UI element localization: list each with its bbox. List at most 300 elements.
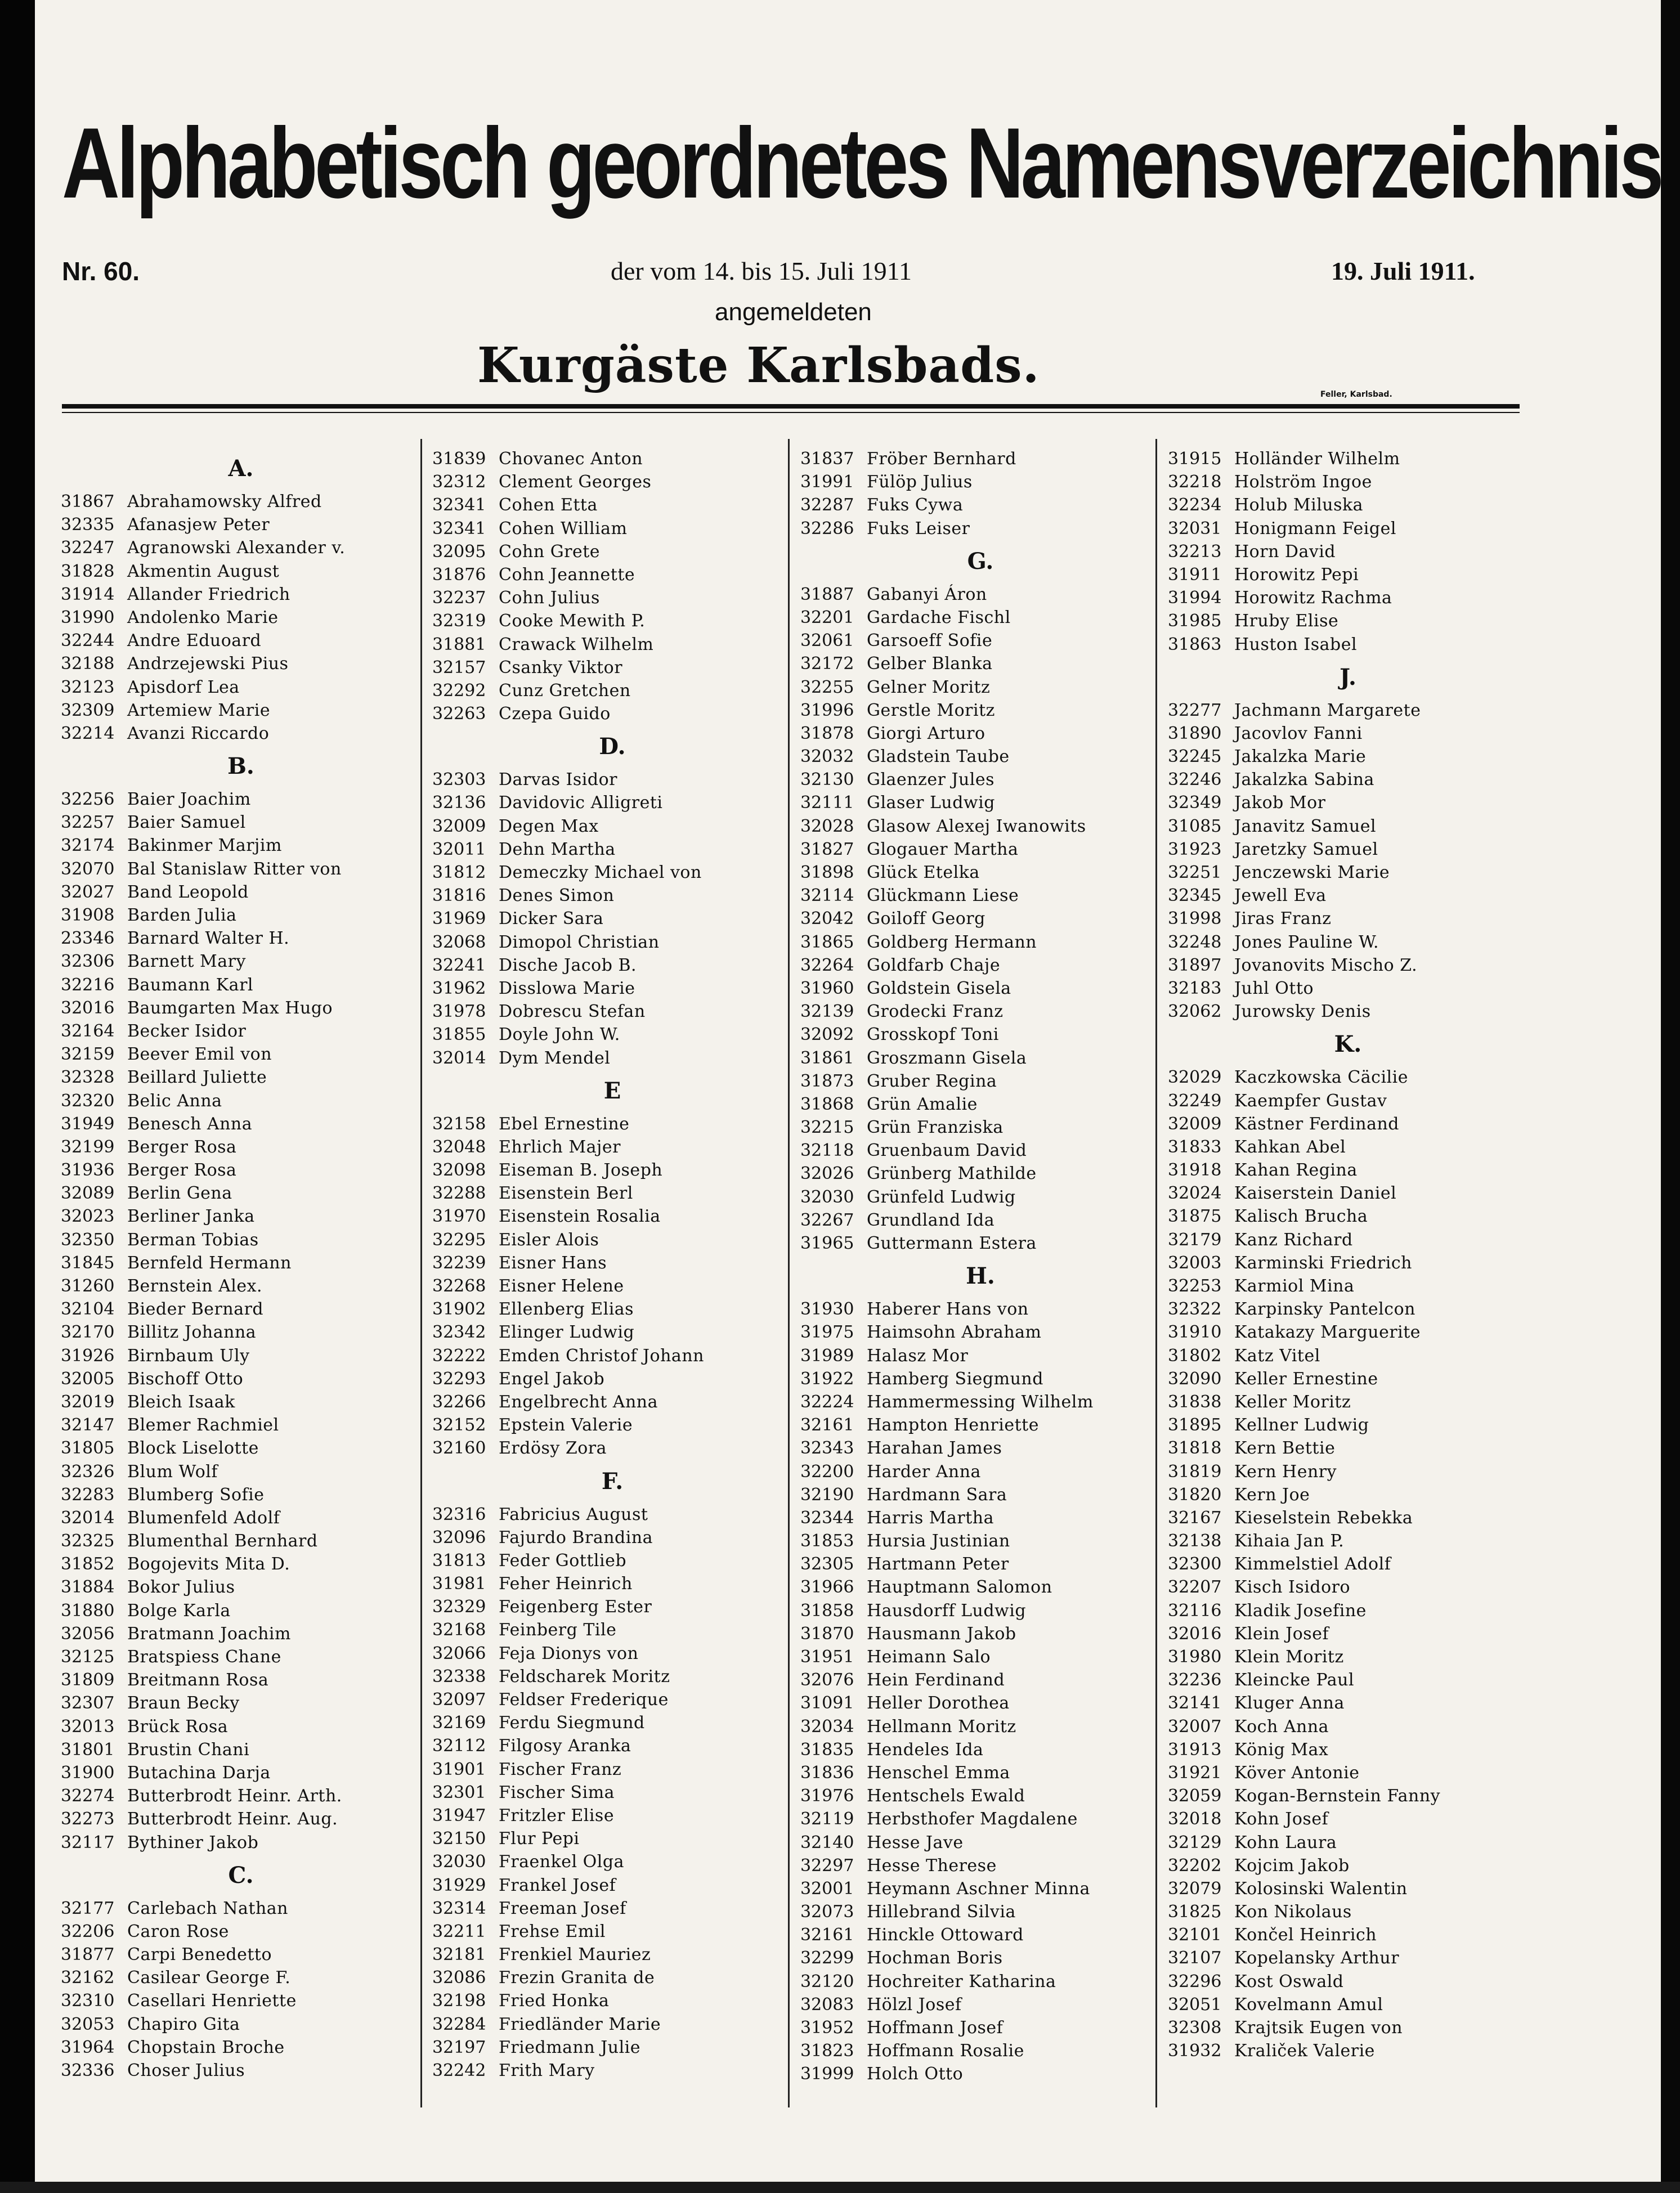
guest-number: 31816 [432, 886, 486, 906]
guest-name: Holström Ingoe [1234, 472, 1372, 492]
guest-entry [1168, 1993, 1528, 2016]
guest-name: Glückmann Liese [867, 886, 1019, 906]
guest-entry [432, 884, 792, 907]
guest-name: Karpinsky Pantelcon [1234, 1299, 1415, 1320]
guest-number: 32307 [61, 1693, 115, 1714]
guest-name: Denes Simon [499, 886, 615, 906]
guest-name: Brück Rosa [127, 1716, 229, 1737]
guest-number: 32083 [800, 1994, 854, 2015]
guest-entry [61, 1506, 421, 1530]
guest-name: Chapiro Gita [127, 2014, 240, 2034]
guest-entry [432, 1503, 792, 1526]
guest-name: Eisner Hans [499, 1253, 607, 1273]
guest-number: 32157 [432, 657, 486, 678]
guest-name: Harder Anna [867, 1461, 981, 1482]
guest-entry [800, 1000, 1161, 1023]
guest-entry [800, 838, 1161, 861]
guest-entry [432, 2059, 792, 2082]
guest-number: 32158 [432, 1114, 486, 1134]
guest-name: Gerstle Moritz [867, 700, 995, 720]
guest-entry [1168, 1645, 1528, 1669]
guest-name: Klein Moritz [1234, 1647, 1344, 1667]
guest-name: Bratspiess Chane [127, 1647, 281, 1667]
guest-name: Kern Joe [1234, 1485, 1310, 1505]
guest-entry [432, 1414, 792, 1437]
guest-entry [61, 1089, 421, 1113]
guest-name: Henschel Emma [867, 1763, 1010, 1783]
guest-name: Keller Ernestine [1234, 1369, 1378, 1389]
guest-name: Janavitz Samuel [1234, 816, 1377, 836]
guest-number: 32245 [1168, 747, 1222, 767]
guest-entry [432, 494, 792, 517]
guest-number: 32266 [432, 1392, 486, 1412]
guest-number: 31991 [800, 472, 854, 492]
guest-number: 31877 [61, 1945, 115, 1965]
guest-name: Bieder Bernard [127, 1299, 264, 1320]
guest-name: Heller Dorothea [867, 1693, 1010, 1714]
guest-name: Hammermessing Wilhelm [867, 1392, 1094, 1412]
guest-name: Heymann Aschner Minna [867, 1878, 1090, 1899]
guest-name: Horowitz Pepi [1234, 564, 1359, 585]
guest-number: 31845 [61, 1253, 115, 1273]
guest-entry [1168, 563, 1528, 586]
guest-entry [61, 1182, 421, 1205]
guest-number: 32237 [432, 588, 486, 608]
guest-number: 31964 [61, 2037, 115, 2057]
guest-name: Berger Rosa [127, 1137, 237, 1157]
guest-name: Cohn Grete [499, 541, 601, 562]
guest-entry [1168, 954, 1528, 977]
guest-number: 32247 [61, 538, 115, 558]
name-column-1 [61, 447, 421, 2124]
guest-number: 32239 [432, 1253, 486, 1273]
guest-number: 31910 [1168, 1322, 1222, 1343]
guest-number: 31994 [1168, 588, 1222, 608]
guest-name: Hardmann Sara [867, 1485, 1007, 1505]
guest-name: Birnbaum Uly [127, 1346, 250, 1366]
guest-name: Kimmelstiel Adolf [1234, 1554, 1391, 1575]
announced-label: angemeldeten [715, 298, 872, 326]
guest-name: Glaenzer Jules [867, 770, 995, 790]
guest-number: 32336 [61, 2061, 115, 2080]
guest-number: 31981 [432, 1574, 486, 1594]
guest-number: 32341 [432, 518, 486, 539]
guest-name: Barden Julia [127, 905, 237, 925]
guest-number: 31990 [61, 607, 115, 627]
guest-entry [800, 1460, 1161, 1483]
guest-number: 31901 [432, 1759, 486, 1779]
guest-entry [432, 1182, 792, 1205]
guest-entry [432, 1827, 792, 1850]
guest-name: Barnard Walter H. [127, 929, 290, 949]
guest-name: Katakazy Marguerite [1234, 1322, 1421, 1343]
guest-name: Kahan Regina [1234, 1160, 1358, 1181]
guest-number: 32253 [1168, 1276, 1222, 1296]
guest-entry [800, 1993, 1161, 2016]
guest-number: 32300 [1168, 1554, 1222, 1575]
guest-entry [61, 513, 421, 536]
guest-number: 31881 [432, 634, 486, 654]
guest-entry [432, 1897, 792, 1920]
guest-entry [1168, 1947, 1528, 1970]
guest-entry [61, 881, 421, 904]
guest-number: 32138 [1168, 1531, 1222, 1551]
guest-entry [800, 1576, 1161, 1599]
guest-name: Belic Anna [127, 1091, 222, 1111]
guest-name: Ellenberg Elias [499, 1299, 634, 1320]
guest-number: 31837 [800, 449, 854, 469]
guest-entry [800, 699, 1161, 722]
guest-name: Harahan James [867, 1438, 1002, 1459]
guest-number: 31825 [1168, 1902, 1222, 1922]
guest-entry [1168, 1483, 1528, 1506]
guest-name: König Max [1234, 1739, 1329, 1760]
guest-entry [800, 1553, 1161, 1576]
guest-number: 32255 [800, 677, 854, 697]
guest-entry [61, 997, 421, 1020]
guest-entry [1168, 609, 1528, 633]
guest-name: Hillebrand Silvia [867, 1902, 1016, 1922]
guest-entry [800, 1367, 1161, 1391]
guest-number: 31818 [1168, 1438, 1222, 1459]
guest-name: Andrzejewski Pius [127, 654, 289, 674]
guest-name: Casellari Henriette [127, 1991, 297, 2011]
guest-entry [432, 1688, 792, 1711]
guest-name: Hendeles Ida [867, 1739, 984, 1760]
guest-number: 32295 [432, 1230, 486, 1250]
guest-entry [800, 1437, 1161, 1460]
guest-entry [432, 1367, 792, 1391]
guest-number: 32090 [1168, 1369, 1222, 1389]
guest-name: Elinger Ludwig [499, 1322, 635, 1343]
guest-entry [800, 1483, 1161, 1506]
header-rule [62, 404, 1520, 409]
guest-name: Davidovic Alligreti [499, 793, 663, 813]
guest-number: 31996 [800, 700, 854, 720]
guest-name: Hellmann Moritz [867, 1716, 1016, 1737]
guest-entry [1168, 494, 1528, 517]
guest-entry [800, 907, 1161, 930]
guest-entry [1168, 861, 1528, 884]
guest-entry [1168, 907, 1528, 930]
guest-number: 31947 [432, 1805, 486, 1826]
guest-entry [432, 1526, 792, 1549]
guest-name: Butterbrodt Heinr. Arth. [127, 1786, 342, 1806]
guest-entry [1168, 1530, 1528, 1553]
guest-entry [61, 927, 421, 950]
guest-entry [61, 1599, 421, 1622]
guest-number: 32101 [1168, 1925, 1222, 1945]
guest-name: Eisler Alois [499, 1230, 599, 1250]
guest-name: Krajtsik Eugen von [1234, 2018, 1403, 2038]
guest-number: 32190 [800, 1485, 854, 1505]
guest-name: Hochreiter Katharina [867, 1971, 1056, 1992]
guest-entry [432, 1920, 792, 1943]
guest-name: Guttermann Estera [867, 1234, 1037, 1253]
guest-entry [432, 1804, 792, 1827]
guest-entry [432, 540, 792, 563]
guest-number: 32326 [61, 1461, 115, 1482]
guest-entry [800, 1023, 1161, 1046]
guest-number: 32066 [432, 1643, 486, 1663]
guest-name: Fried Honka [499, 1991, 610, 2011]
guest-entry [800, 447, 1161, 470]
guest-number: 32314 [432, 1898, 486, 1918]
guest-name: Kon Nikolaus [1234, 1902, 1352, 1922]
guest-number: 32287 [800, 495, 854, 515]
guest-entry [1168, 470, 1528, 494]
guest-entry [800, 722, 1161, 745]
guest-number: 32325 [61, 1531, 115, 1551]
guest-entry [800, 1900, 1161, 1923]
guest-number: 32244 [61, 631, 115, 651]
guest-name: Kleincke Paul [1234, 1670, 1355, 1690]
guest-name: Grünfeld Ludwig [867, 1187, 1016, 1207]
guest-name: Doyle John W. [499, 1025, 620, 1045]
guest-number: 32123 [61, 677, 115, 697]
guest-number: 31827 [800, 839, 854, 859]
guest-number: 32297 [800, 1855, 854, 1876]
guest-name: Bleich Isaak [127, 1392, 235, 1412]
guest-entry [61, 1066, 421, 1089]
guest-name: Kluger Anna [1234, 1693, 1345, 1714]
guest-number: 31802 [1168, 1346, 1222, 1366]
guest-name: Feinberg Tile [499, 1620, 617, 1640]
guest-name: Frezin Granita de [499, 1968, 655, 1988]
guest-name: Kisch Isidoro [1234, 1577, 1351, 1598]
guest-name: Afanasjew Peter [127, 515, 270, 535]
guest-name: Hauptmann Salomon [867, 1577, 1052, 1598]
guest-number: 32053 [61, 2014, 115, 2034]
guest-number: 32013 [61, 1716, 115, 1737]
guest-entry [61, 676, 421, 699]
guest-name: Berman Tobias [127, 1230, 259, 1250]
guest-entry [1168, 1599, 1528, 1622]
guest-number: 31966 [800, 1577, 854, 1598]
guest-name: Apisdorf Lea [127, 677, 240, 697]
guest-name: Grundland Ida [867, 1210, 995, 1230]
guest-number: 32104 [61, 1299, 115, 1320]
guest-entry [432, 1642, 792, 1665]
guest-number: 32095 [432, 541, 486, 562]
guest-entry [432, 838, 792, 861]
guest-number: 31852 [61, 1554, 115, 1575]
guest-number: 32170 [61, 1322, 115, 1343]
guest-name: Brustin Chani [127, 1739, 250, 1760]
guest-number: 32277 [1168, 700, 1222, 720]
guest-number: 31965 [800, 1234, 854, 1253]
guest-number: 31880 [61, 1600, 115, 1621]
guest-name: Horn David [1234, 541, 1336, 562]
guest-number: 31876 [432, 564, 486, 585]
guest-name: Kraliček Valerie [1234, 2041, 1375, 2061]
scan-border-right [1661, 0, 1680, 2193]
guest-entry [432, 1047, 792, 1070]
guest-number: 31976 [800, 1786, 854, 1806]
guest-entry [800, 1923, 1161, 1947]
guest-entry [1168, 1715, 1528, 1738]
guest-number: 32286 [800, 518, 854, 539]
guest-name: Fischer Franz [499, 1759, 622, 1779]
guest-name: Grünberg Mathilde [867, 1164, 1037, 1184]
guest-name: Hölzl Josef [867, 1994, 962, 2015]
guest-entry [61, 2036, 421, 2059]
guest-name: Gardache Fischl [867, 607, 1011, 627]
guest-number: 31900 [61, 1763, 115, 1783]
guest-entry [432, 977, 792, 1000]
guest-entry [61, 583, 421, 606]
guest-number: 32349 [1168, 793, 1222, 813]
guest-entry [800, 1622, 1161, 1645]
guest-number: 32162 [61, 1968, 115, 1988]
guest-name: Frehse Emil [499, 1921, 606, 1941]
guest-number: 31930 [800, 1299, 854, 1320]
guest-number: 32032 [800, 747, 854, 767]
guest-entry [432, 1874, 792, 1897]
guest-name: Glück Etelka [867, 863, 980, 882]
guest-entry [61, 1483, 421, 1506]
section-letter: D. [599, 733, 626, 760]
guest-name: Hinckle Ottoward [867, 1925, 1024, 1945]
guest-name: Andre Eduoard [127, 631, 262, 651]
guest-entry [432, 1572, 792, 1595]
guest-number: 32096 [432, 1527, 486, 1548]
guest-entry [800, 884, 1161, 907]
guest-number: 32086 [432, 1968, 486, 1988]
guest-number: 32267 [800, 1210, 854, 1230]
guest-name: Eisenstein Rosalia [499, 1207, 661, 1227]
guest-number: 32068 [432, 932, 486, 952]
guest-number: 31833 [1168, 1137, 1222, 1157]
section-letter: F. [601, 1468, 624, 1495]
guest-name: Jenczewski Marie [1234, 863, 1390, 882]
guest-entry [800, 1970, 1161, 1993]
guest-name: Klein Josef [1234, 1624, 1329, 1644]
guest-number: 32299 [800, 1948, 854, 1968]
guest-entry [61, 1252, 421, 1275]
guest-number: 31962 [432, 978, 486, 998]
name-column-2 [432, 447, 792, 2124]
guest-number: 32179 [1168, 1230, 1222, 1250]
guest-entry [61, 536, 421, 559]
guest-name: Kern Bettie [1234, 1438, 1336, 1459]
guest-number: 32264 [800, 955, 854, 975]
guest-name: Hochman Boris [867, 1948, 1003, 1968]
guest-name: Andolenko Marie [127, 607, 279, 627]
guest-number: 32119 [800, 1809, 854, 1829]
guest-entry [432, 1113, 792, 1136]
guest-entry [1168, 815, 1528, 838]
guest-number: 32062 [1168, 1002, 1222, 1022]
guest-name: Fritzler Elise [499, 1805, 615, 1826]
issue-number: Nr. 60. [62, 257, 140, 286]
section-letter: H. [966, 1263, 995, 1290]
guest-number: 32125 [61, 1647, 115, 1667]
guest-name: Block Liselotte [127, 1438, 259, 1459]
guest-entry [1168, 745, 1528, 768]
guest-entry [432, 1595, 792, 1618]
guest-number: 31999 [800, 2064, 854, 2084]
guest-entry [61, 1645, 421, 1669]
guest-entry [800, 1947, 1161, 1970]
guest-entry [61, 1367, 421, 1391]
guest-entry [432, 1989, 792, 2012]
date-range: der vom 14. bis 15. Juli 1911 [611, 257, 912, 285]
guest-name: Abrahamowsky Alfred [127, 492, 322, 512]
guest-entry [432, 1850, 792, 1873]
guest-entry [800, 1715, 1161, 1738]
guest-name: Casilear George F. [127, 1968, 291, 1988]
guest-entry [1168, 699, 1528, 722]
guest-number: 31908 [61, 905, 115, 925]
guest-number: 32027 [61, 882, 115, 902]
guest-name: Grodecki Franz [867, 1002, 1003, 1022]
guest-name: Jiras Franz [1234, 909, 1332, 929]
guest-name: Hein Ferdinand [867, 1670, 1005, 1690]
section-letter: C. [228, 1862, 254, 1889]
guest-number: 31867 [61, 492, 115, 512]
guest-entry [800, 1761, 1161, 1784]
guest-name: Blumberg Sofie [127, 1485, 265, 1505]
guest-name: Köver Antonie [1234, 1763, 1360, 1783]
guest-entry [61, 1136, 421, 1159]
guest-number: 32048 [432, 1137, 486, 1157]
guest-name: Kolosinski Walentin [1234, 1878, 1408, 1899]
guest-name: Blemer Rachmiel [127, 1415, 279, 1436]
guest-entry [1168, 1808, 1528, 1831]
guest-number: 32024 [1168, 1183, 1222, 1204]
guest-entry [800, 1784, 1161, 1808]
scan-border-left [0, 0, 35, 2193]
guest-name: Goldberg Hermann [867, 932, 1037, 952]
guest-name: Fajurdo Brandina [499, 1527, 653, 1548]
guest-entry [61, 1020, 421, 1043]
guest-number: 32161 [800, 1415, 854, 1436]
guest-name: Hausmann Jakob [867, 1624, 1016, 1644]
guest-name: Haberer Hans von [867, 1299, 1029, 1320]
guest-name: Breitmann Rosa [127, 1670, 269, 1690]
guest-name: Jakob Mor [1234, 793, 1326, 813]
guest-entry [61, 950, 421, 973]
guest-entry [432, 586, 792, 609]
guest-entry [432, 1618, 792, 1642]
guest-entry [61, 1113, 421, 1136]
guest-entry [432, 1000, 792, 1023]
guest-entry [61, 1576, 421, 1599]
guest-entry [1168, 1738, 1528, 1761]
guest-entry [61, 1391, 421, 1414]
guest-entry [432, 1252, 792, 1275]
guest-name: Feher Heinrich [499, 1574, 633, 1594]
guest-number: 32130 [800, 770, 854, 790]
guest-entry [800, 861, 1161, 884]
guest-name: Bogojevits Mita D. [127, 1554, 290, 1575]
guest-name: Becker Isidor [127, 1021, 247, 1041]
guest-entry [432, 447, 792, 470]
guest-name: Dehn Martha [499, 839, 616, 859]
guest-number: 32301 [432, 1782, 486, 1802]
guest-number: 31813 [432, 1550, 486, 1571]
guest-number: 31970 [432, 1207, 486, 1227]
guest-entry [1168, 1228, 1528, 1252]
guest-entry [61, 1298, 421, 1321]
guest-entry [432, 1966, 792, 1989]
guest-number: 32076 [800, 1670, 854, 1690]
guest-number: 32014 [432, 1048, 486, 1068]
guest-name: Fabricius August [499, 1504, 648, 1524]
guest-name: Braun Becky [127, 1693, 240, 1714]
guest-entry [432, 1023, 792, 1046]
